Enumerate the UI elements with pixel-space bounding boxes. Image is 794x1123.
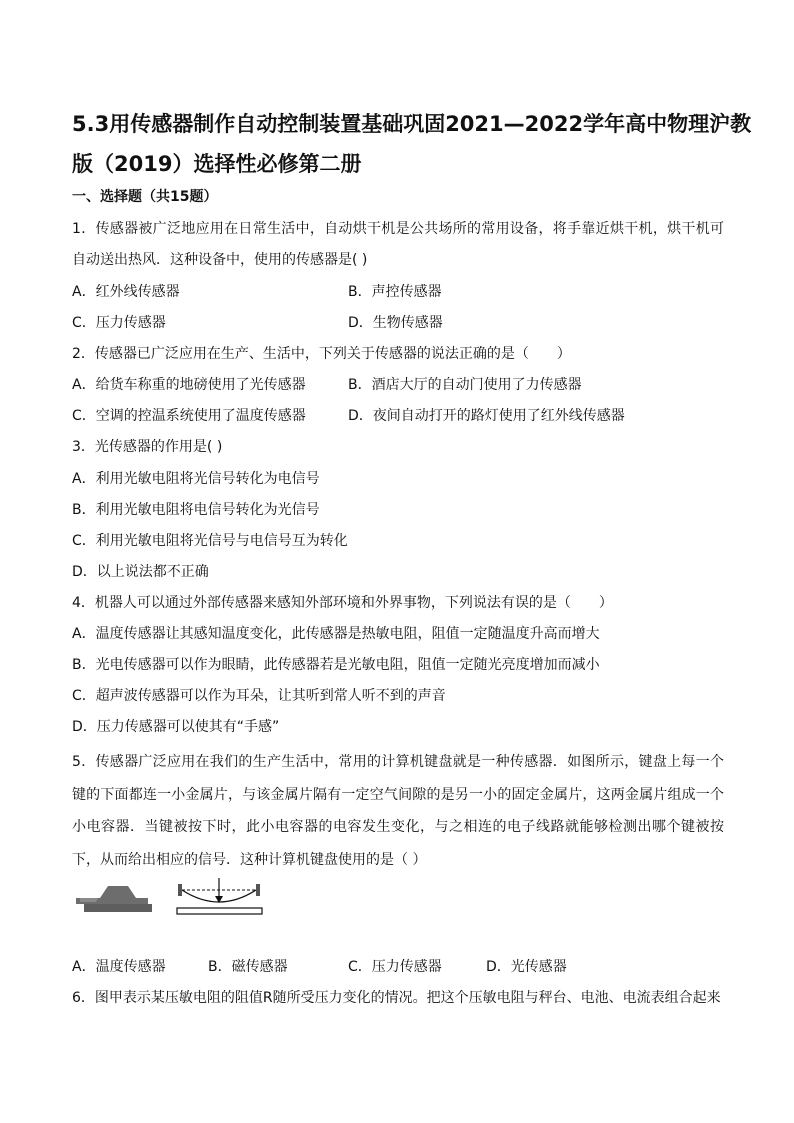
- section-heading: 一、选择题（共15题）: [72, 189, 218, 205]
- q5-option-c: C．压力传感器: [348, 959, 442, 975]
- q4-option-c: C．超声波传感器可以作为耳朵，让其听到常人听不到的声音: [72, 688, 446, 704]
- q4-option-a: A．温度传感器让其感知温度变化，此传感器是热敏电阻，阻值一定随温度升高而增大: [72, 626, 600, 642]
- q1-option-a: A．红外线传感器: [72, 284, 180, 300]
- q2-option-a: A．给货车称重的地磅使用了光传感器: [72, 377, 306, 393]
- q4-option-d: D．压力传感器可以使其有“手感”: [72, 719, 280, 735]
- left-support: [178, 884, 182, 896]
- q3-option-c: C．利用光敏电阻将光信号与电信号互为转化: [72, 533, 348, 549]
- question-6-stem: 6．图甲表示某压敏电阻的阻值R随所受压力变化的情况。把这个压敏电阻与秤台、电池、电流表组合起来: [72, 990, 721, 1006]
- q2-option-d: D．夜间自动打开的路灯使用了红外线传感器: [348, 408, 625, 424]
- q1-option-b: B．声控传感器: [348, 284, 442, 300]
- keyboard-key-figure: [70, 876, 270, 918]
- question-3-stem: 3．光传感器的作用是( ): [72, 439, 223, 455]
- question-5-stem: 5．传感器广泛应用在我们的生产生活中，常用的计算机键盘就是一种传感器．如图所示，键盘上每一个键的下面都连一小金属片，与该金属片隔有一定空气间隙的是另一小的固定金属片，这两金属片组成一个小电容器．当键被按下时，此小电容器的电容发生变化，与之相连的电子线路就能够检测出哪个键被按下，从而给出相应的信号．这种计算机键盘使用的是（ ）: [72, 754, 724, 868]
- key-block-illustration: [76, 886, 152, 912]
- q2-option-c: C．空调的控温系统使用了温度传感器: [72, 408, 306, 424]
- fixed-plate: [177, 908, 262, 914]
- question-1-stem: 1．传感器被广泛地应用在日常生活中，自动烘干机是公共场所的常用设备，将手靠近烘干机，烘干机可自动送出热风．这种设备中，使用的传感器是( ): [72, 221, 724, 268]
- right-support: [256, 884, 260, 896]
- capacitor-diagram: [177, 878, 262, 914]
- q5-option-a: A．温度传感器: [72, 959, 166, 975]
- key-base-plate: [84, 904, 152, 912]
- q3-option-a: A．利用光敏电阻将光信号转化为电信号: [72, 471, 320, 487]
- document-title: 5.3用传感器制作自动控制装置基础巩固2021—2022学年高中物理沪教版（2019）选择性必修第二册: [72, 112, 752, 176]
- q1-option-d: D．生物传感器: [348, 315, 443, 331]
- q3-option-b: B．利用光敏电阻将电信号转化为光信号: [72, 502, 320, 518]
- q3-option-d: D．以上说法都不正确: [72, 564, 209, 580]
- key-highlight: [80, 898, 98, 902]
- q4-option-b: B．光电传感器可以作为眼睛，此传感器若是光敏电阻，阻值一定随光亮度增加而减小: [72, 657, 600, 673]
- question-4-stem: 4．机器人可以通过外部传感器来感知外部环境和外界事物，下列说法有误的是（ ）: [72, 595, 613, 611]
- question-2-stem: 2．传感器已广泛应用在生产、生活中，下列关于传感器的说法正确的是（ ）: [72, 346, 571, 362]
- q1-option-c: C．压力传感器: [72, 315, 166, 331]
- q5-option-d: D．光传感器: [486, 959, 567, 975]
- q5-option-b: B．磁传感器: [208, 959, 288, 975]
- q2-option-b: B．酒店大厅的自动门使用了力传感器: [348, 377, 582, 393]
